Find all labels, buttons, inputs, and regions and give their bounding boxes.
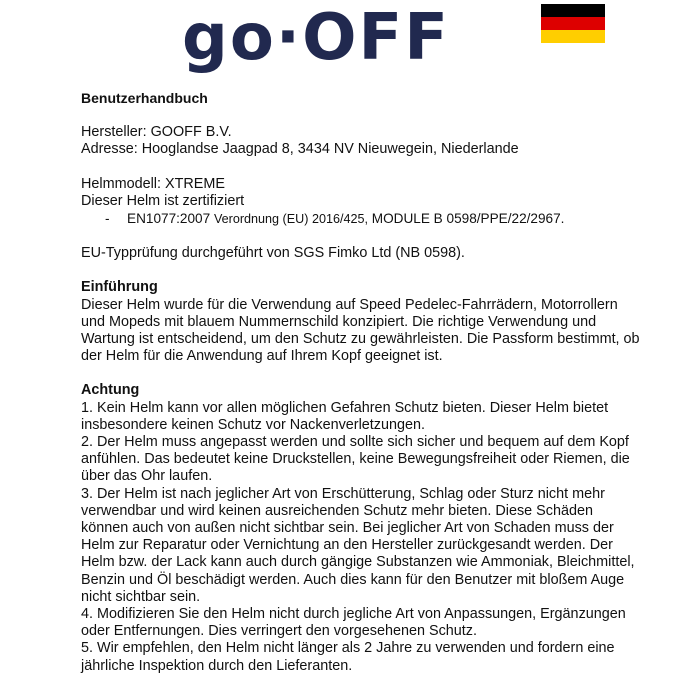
eu-exam-block — [81, 245, 641, 262]
list-dash: - — [105, 211, 110, 227]
cert-regulation: Verordnung (EU) 2016/425, — [213, 212, 368, 227]
intro-heading: Einführung — [81, 279, 158, 296]
manual-document — [81, 90, 641, 692]
intro-section — [81, 279, 641, 365]
manufacturer-line: Hersteller: GOOFF B.V. — [81, 124, 232, 141]
warning-item-5: 5. Wir empfehlen, den Helm nicht länger als 2 Jahre zu verwenden und fordern eine jährliche Inspektion durch den Lieferanten. — [81, 640, 615, 674]
cert-standard: EN1077:2007 — [127, 211, 211, 227]
warning-section — [81, 382, 641, 674]
warning-heading: Achtung — [81, 382, 140, 399]
certification-block — [81, 176, 641, 229]
warning-item-2: 2. Der Helm muss angepasst werden und sollte sich sicher und bequem auf dem Kopf anfühlen. Das bedeutet keine Druckstellen, keine Bewegungsfreiheit oder Riemen, die über das Ohr laufen. — [81, 434, 630, 485]
certification-list-item — [81, 210, 641, 228]
warning-item-4: 4. Modifizieren Sie den Helm nicht durch jegliche Art von Anpassungen, Ergänzungen oder Entfernungen. Dies verringert den vorgesehenen Schutz. — [81, 606, 626, 640]
certified-line: Dieser Helm ist zertifiziert — [81, 192, 245, 209]
flag-stripe-red — [541, 17, 605, 30]
german-flag-icon — [541, 4, 605, 43]
cert-module: MODULE B 0598/PPE/22/2967. — [371, 211, 565, 227]
manufacturer-block — [81, 124, 641, 158]
intro-text: Dieser Helm wurde für die Verwendung auf Speed Pedelec-Fahrrädern, Motorrollern und Mopeds mit blauem Nummernschild konzipiert. Die richtige Verwendung und Wartung ist entscheidend, um den Schutz zu gewährleisten. Die Passform bestimmt, ob der Helm für die Anwendung auf Ihrem Kopf geeignet ist. — [81, 296, 640, 365]
eu-exam-line: EU-Typprüfung durchgeführt von SGS Fimko Ltd (NB 0598). — [81, 245, 465, 262]
document-title: Benutzerhandbuch — [81, 90, 208, 106]
warning-item-3: 3. Der Helm ist nach jeglicher Art von Erschütterung, Schlag oder Sturz nicht mehr verwendbar und wird keinen ausreichenden Schutz mehr bieten. Diese Schäden können auch von außen nicht sichtbar sein. Bei jeglicher Art von Schaden muss der Helm zur Reparatur oder Vernichtung an den Hersteller zurückgesandt werden. Der Helm bzw. der Lack kann auch durch gängige Substanzen wie Ammoniak, Bleichmittel, Benzin und Öl beschädigt werden. Auch dies kann für den Benutzer mit bloßem Auge nicht sichtbar sein. — [81, 485, 635, 605]
model-line: Helmmodell: XTREME — [81, 175, 225, 192]
flag-stripe-gold — [541, 30, 605, 43]
flag-stripe-black — [541, 4, 605, 17]
warning-item-1: 1. Kein Helm kann vor allen möglichen Gefahren Schutz bieten. Dieser Helm bietet insbesondere keinen Schutz vor Nackenverletzungen. — [81, 399, 609, 433]
address-line: Adresse: Hooglandse Jaagpad 8, 3434 NV Nieuwegein, Niederlande — [81, 141, 519, 158]
brand-logo: go·OFF — [182, 1, 450, 75]
